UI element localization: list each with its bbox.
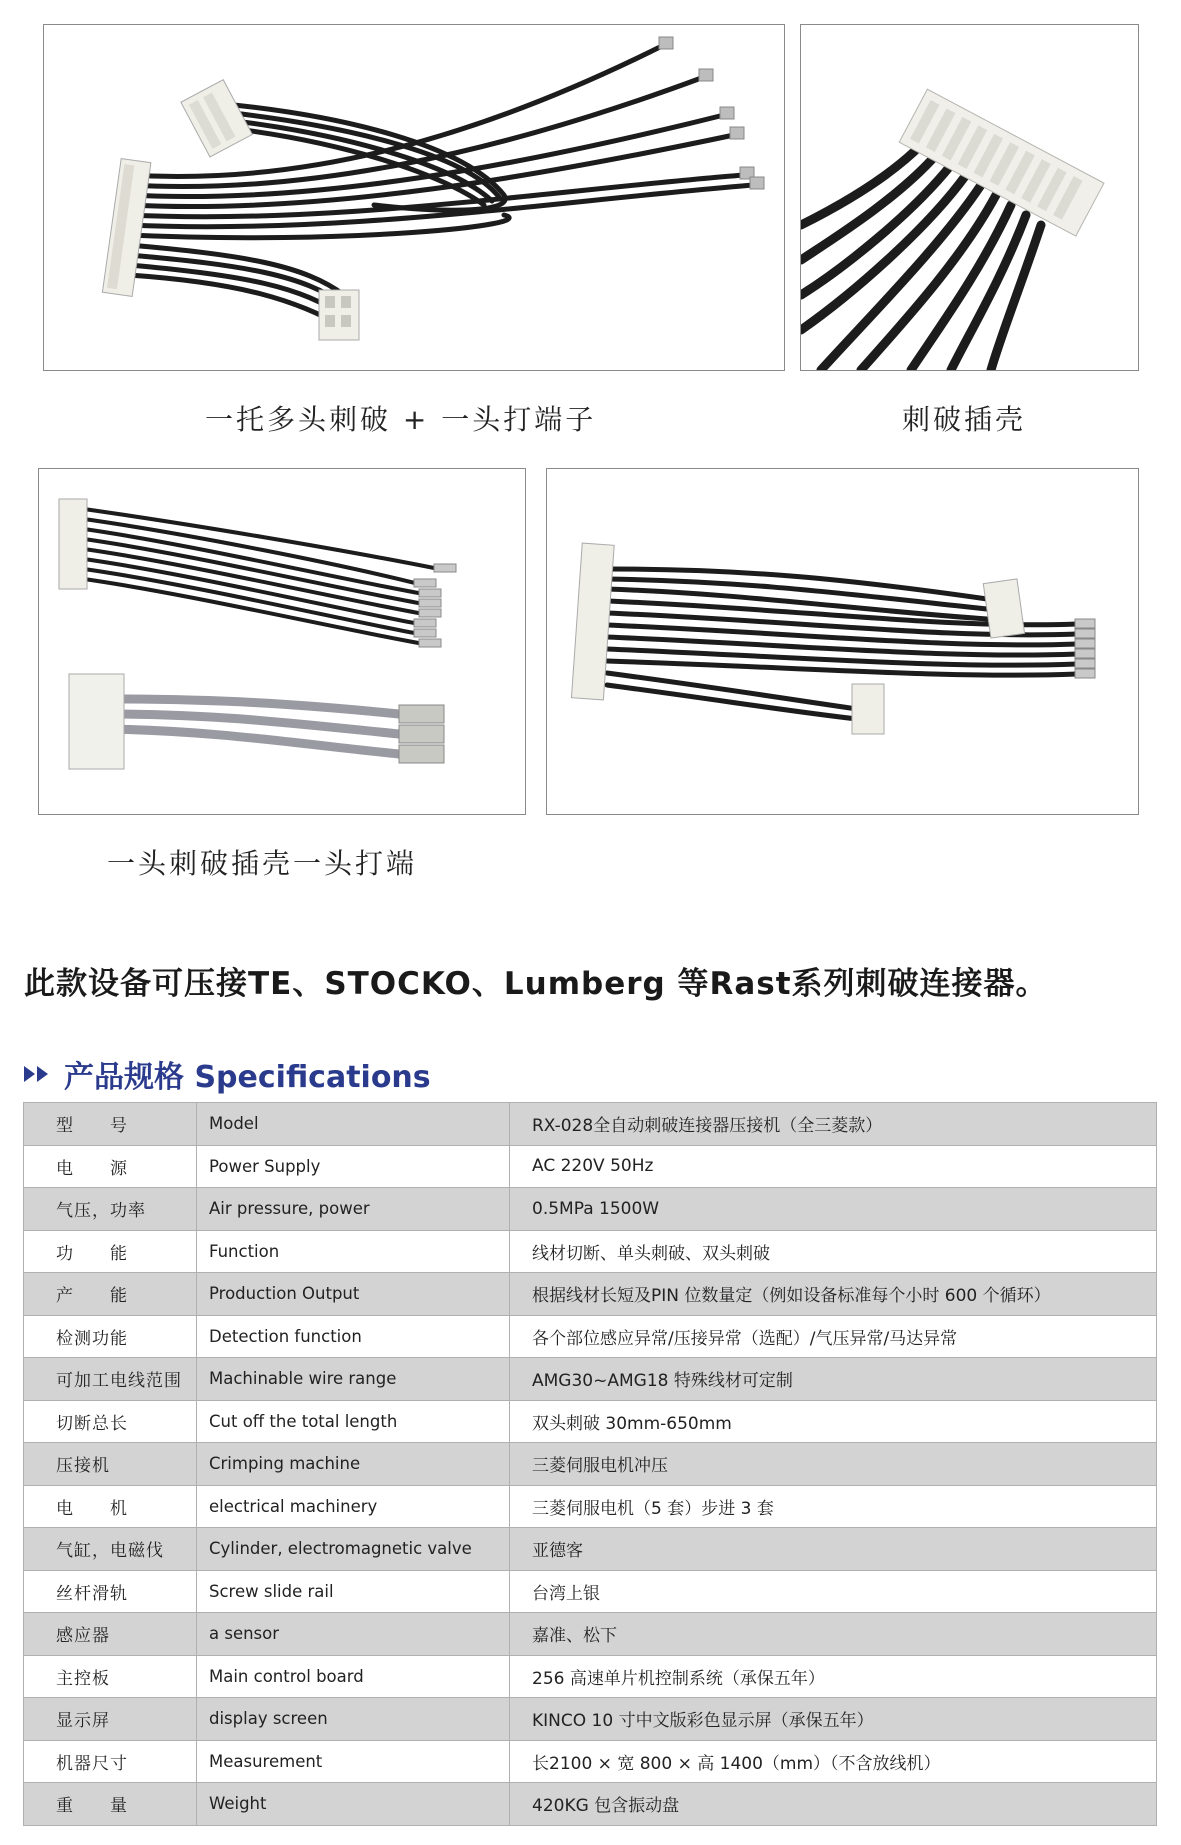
photo-idc-and-terminal [38, 468, 526, 815]
spec-value: 台湾上银 [510, 1570, 1157, 1613]
spec-title [24, 1052, 431, 1096]
spec-label-en: Weight [197, 1783, 510, 1826]
caption-top-right: 刺破插壳 [902, 403, 1027, 436]
spec-value: 三菱伺服电机（5 套）步进 3 套 [510, 1485, 1157, 1528]
spec-label-zh: 显示屏 [24, 1698, 197, 1741]
spec-label-en: display screen [197, 1698, 510, 1741]
spec-label-zh: 机器尺寸 [24, 1740, 197, 1783]
table-row [24, 1273, 1157, 1316]
harness-illustration-2 [801, 25, 1138, 370]
spec-label-en: Production Output [197, 1273, 510, 1316]
spec-label-en: Power Supply [197, 1145, 510, 1188]
table-row [24, 1145, 1157, 1188]
spec-label-en: Measurement [197, 1740, 510, 1783]
spec-value: AC 220V 50Hz [510, 1145, 1157, 1188]
spec-label-en: a sensor [197, 1613, 510, 1656]
spec-value: 各个部位感应异常/压接异常（选配）/气压异常/马达异常 [510, 1315, 1157, 1358]
spec-label-zh: 可加工电线范围 [24, 1358, 197, 1401]
spec-label-zh: 丝杆滑轨 [24, 1570, 197, 1613]
spec-label-en: Air pressure, power [197, 1188, 510, 1231]
table-row [24, 1613, 1157, 1656]
spec-label-zh: 产 能 [24, 1273, 197, 1316]
harness-illustration-3 [39, 469, 525, 814]
spec-value: 嘉准、松下 [510, 1613, 1157, 1656]
spec-label-en: Model [197, 1103, 510, 1146]
table-row [24, 1698, 1157, 1741]
spec-value: AMG30~AMG18 特殊线材可定制 [510, 1358, 1157, 1401]
spec-label-zh: 功 能 [24, 1230, 197, 1273]
spec-value: 长2100 × 宽 800 × 高 1400（mm）（不含放线机） [510, 1740, 1157, 1783]
table-row [24, 1528, 1157, 1571]
spec-title-text: 产品规格 Specifications [64, 1060, 431, 1095]
caption-bottom-left: 一头刺破插壳一头打端 [107, 847, 418, 880]
spec-value: 0.5MPa 1500W [510, 1188, 1157, 1231]
spec-label-zh: 气缸，电磁伐 [24, 1528, 197, 1571]
spec-label-zh: 切断总长 [24, 1400, 197, 1443]
table-row [24, 1783, 1157, 1826]
photo-idc-housing [800, 24, 1139, 371]
table-row [24, 1358, 1157, 1401]
table-row [24, 1443, 1157, 1486]
table-row [24, 1103, 1157, 1146]
spec-value: 根据线材长短及PIN 位数量定（例如设备标准每个小时 600 个循环） [510, 1273, 1157, 1316]
table-row [24, 1230, 1157, 1273]
spec-label-zh: 电 机 [24, 1485, 197, 1528]
table-row [24, 1740, 1157, 1783]
table-row [24, 1400, 1157, 1443]
spec-label-en: Function [197, 1230, 510, 1273]
spec-label-en: Detection function [197, 1315, 510, 1358]
spec-value: 三菱伺服电机冲压 [510, 1443, 1157, 1486]
table-row [24, 1485, 1157, 1528]
spec-label-en: electrical machinery [197, 1485, 510, 1528]
table-row [24, 1188, 1157, 1231]
spec-label-en: Crimping machine [197, 1443, 510, 1486]
table-row [24, 1655, 1157, 1698]
table-row [24, 1315, 1157, 1358]
spec-label-en: Screw slide rail [197, 1570, 510, 1613]
spec-value: KINCO 10 寸中文版彩色显示屏（承保五年） [510, 1698, 1157, 1741]
spec-label-en: Cylinder, electromagnetic valve [197, 1528, 510, 1571]
spec-value: 线材切断、单头刺破、双头刺破 [510, 1230, 1157, 1273]
harness-illustration-1 [44, 25, 784, 370]
arrow-icon [37, 1066, 48, 1082]
spec-value: 420KG 包含振动盘 [510, 1783, 1157, 1826]
photo-multi-head-harness [43, 24, 785, 371]
table-row [24, 1570, 1157, 1613]
spec-label-zh: 电 源 [24, 1145, 197, 1188]
spec-label-en: Main control board [197, 1655, 510, 1698]
spec-label-en: Cut off the total length [197, 1400, 510, 1443]
spec-value: 双头刺破 30mm-650mm [510, 1400, 1157, 1443]
caption-top-left: 一托多头刺破 + 一头打端子 [205, 403, 597, 436]
spec-label-zh: 检测功能 [24, 1315, 197, 1358]
spec-label-zh: 气压，功率 [24, 1188, 197, 1231]
spec-value: RX-028全自动刺破连接器压接机（全三菱款） [510, 1103, 1157, 1146]
photo-double-head-harness [546, 468, 1139, 815]
spec-value: 256 高速单片机控制系统（承保五年） [510, 1655, 1157, 1698]
spec-label-en: Machinable wire range [197, 1358, 510, 1401]
headline: 此款设备可压接TE、STOCKO、Lumberg 等Rast系列刺破连接器。 [24, 966, 1048, 1002]
spec-label-zh: 感应器 [24, 1613, 197, 1656]
spec-value: 亚德客 [510, 1528, 1157, 1571]
harness-illustration-4 [547, 469, 1138, 814]
arrow-icon [24, 1066, 35, 1082]
spec-label-zh: 主控板 [24, 1655, 197, 1698]
spec-label-zh: 重 量 [24, 1783, 197, 1826]
spec-table [23, 1102, 1157, 1826]
spec-label-zh: 型 号 [24, 1103, 197, 1146]
spec-label-zh: 压接机 [24, 1443, 197, 1486]
